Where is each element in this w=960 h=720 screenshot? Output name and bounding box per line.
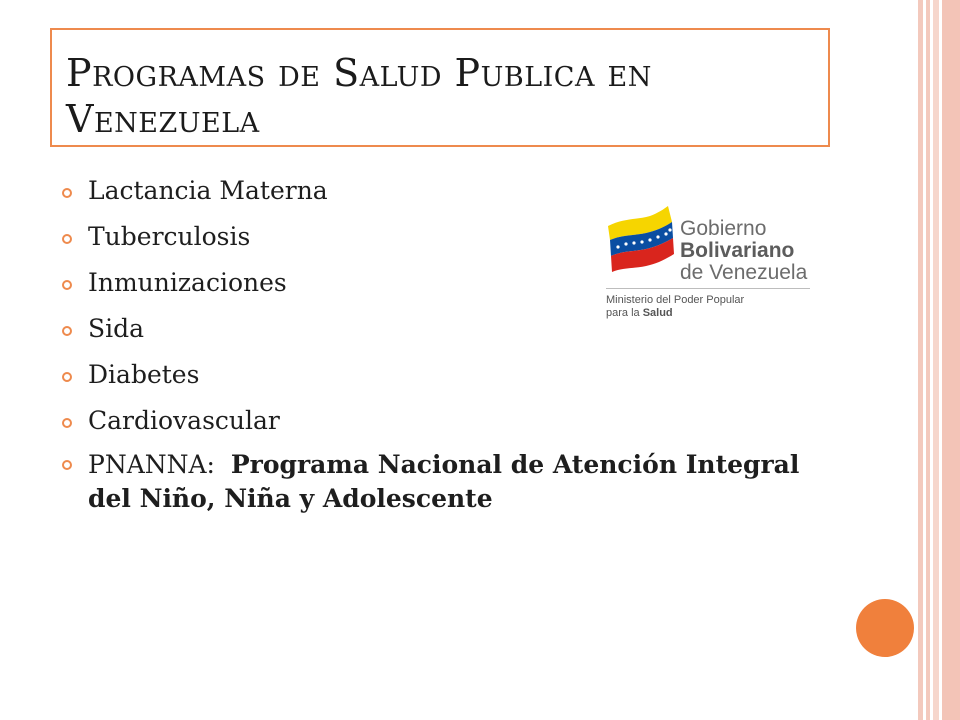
title-box (50, 28, 830, 147)
bullet-circle-icon (62, 418, 72, 428)
decorative-stripe (918, 0, 923, 720)
bullet-circle-icon (62, 280, 72, 290)
bullet-bold-text: Programa Nacional de Atención Integral del Niño, Niña y Adolescente (88, 450, 800, 513)
logo-ministry-text (606, 294, 744, 320)
logo-text-gobierno: Gobierno (680, 217, 767, 240)
bullet-circle-icon (62, 234, 72, 244)
ministry-salud: Salud (642, 307, 673, 319)
decorative-circle (856, 599, 914, 657)
decorative-stripe (926, 0, 930, 720)
slide-title: Programas de Salud Publica en Venezuela (66, 51, 652, 141)
bullet-item (62, 406, 822, 436)
venezuela-flag-icon (606, 204, 676, 274)
bullet-text: Tuberculosis (88, 222, 251, 251)
bullet-item (62, 360, 822, 390)
bullet-circle-icon (62, 188, 72, 198)
bullet-circle-icon (62, 372, 72, 382)
bullet-text: Cardiovascular (88, 406, 280, 435)
bullet-text: Diabetes (88, 360, 200, 389)
bullet-circle-icon (62, 326, 72, 336)
logo-text-bolivariano: Bolivariano (680, 239, 795, 262)
bullet-text: Lactancia Materna (88, 176, 328, 205)
ministry-line-2 (606, 307, 744, 320)
bullet-prefix: PNANNA: (88, 450, 231, 479)
logo-divider (606, 288, 810, 289)
ministry-line-1: Ministerio del Poder Popular (606, 294, 745, 306)
ministry-prefix: para la (606, 307, 643, 319)
bullet-item-pnanna (62, 448, 822, 516)
bullet-circle-icon (62, 460, 72, 470)
government-logo (606, 204, 816, 326)
bullet-text: Sida (88, 314, 145, 343)
bullet-item (62, 176, 822, 206)
decorative-stripe (942, 0, 960, 720)
logo-text-venezuela: de Venezuela (680, 261, 808, 284)
bullet-text: Inmunizaciones (88, 268, 287, 297)
decorative-stripe (933, 0, 939, 720)
